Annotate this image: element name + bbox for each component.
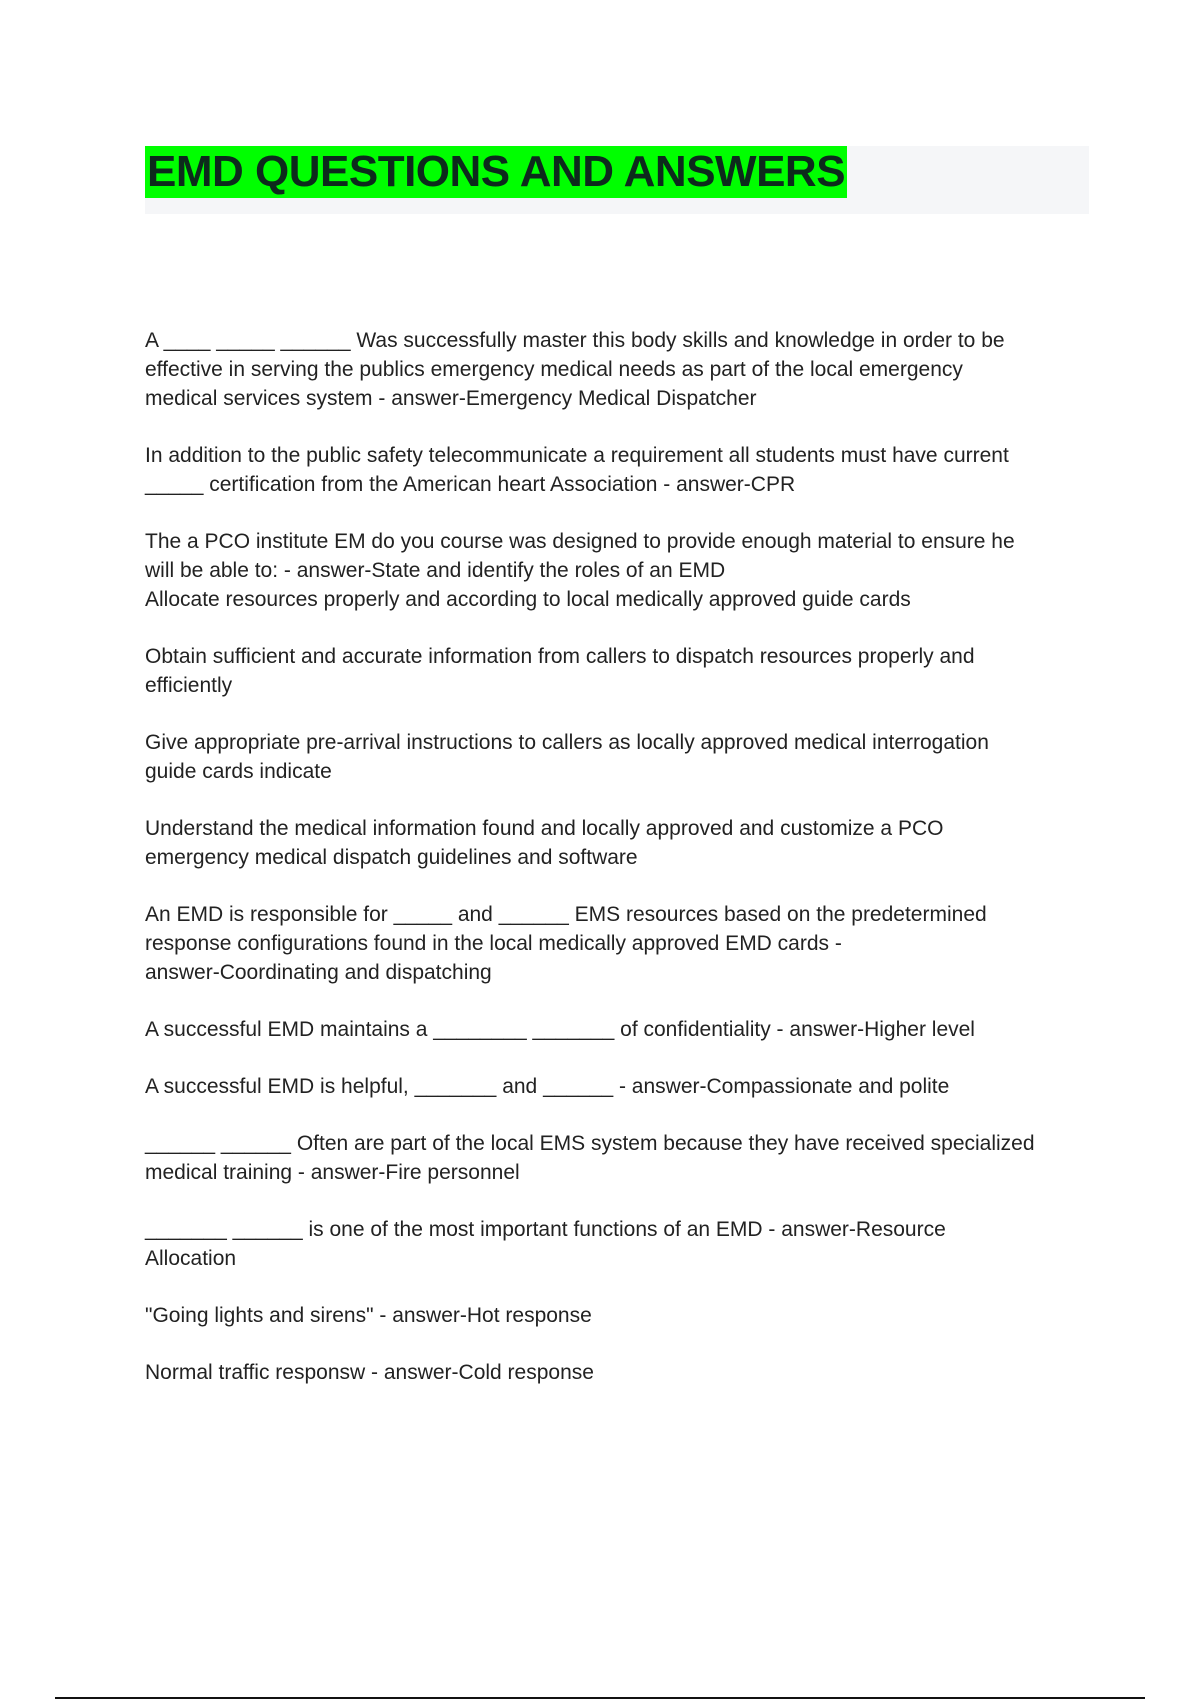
qa-line: An EMD is responsible for _____ and ______ EMS resources based on the predetermined	[145, 903, 987, 926]
qa-line: Allocate resources properly and according to local medically approved guide cards	[145, 588, 911, 611]
qa-line: medical training - answer-Fire personnel	[145, 1161, 520, 1184]
qa-line: will be able to: - answer-State and identify the roles of an EMD	[145, 559, 726, 582]
qa-line: "Going lights and sirens" - answer-Hot response	[145, 1304, 592, 1327]
qa-line: efficiently	[145, 674, 233, 697]
qa-entry-1	[145, 326, 1095, 413]
qa-entry-10	[145, 1129, 1095, 1187]
qa-line: emergency medical dispatch guidelines and software	[145, 846, 638, 869]
qa-line: Normal traffic responsw - answer-Cold response	[145, 1361, 594, 1384]
qa-entry-5	[145, 728, 1095, 786]
qa-line: The a PCO institute EM do you course was designed to provide enough material to ensure he	[145, 530, 1015, 553]
qa-line: A successful EMD maintains a ________ _______ of confidentiality - answer-Higher level	[145, 1018, 975, 1041]
qa-line: _____ certification from the American heart Association - answer-CPR	[145, 473, 796, 496]
qa-entry-6	[145, 814, 1095, 872]
qa-entry-11	[145, 1215, 1095, 1273]
qa-line: response configurations found in the local medically approved EMD cards -	[145, 932, 842, 955]
qa-line: effective in serving the publics emergency medical needs as part of the local emergency	[145, 358, 963, 381]
qa-line: guide cards indicate	[145, 760, 332, 783]
qa-line: A successful EMD is helpful, _______ and ______ - answer-Compassionate and polite	[145, 1075, 950, 1098]
qa-list	[145, 326, 1095, 1415]
qa-entry-2	[145, 441, 1095, 499]
footer-divider	[55, 1697, 1145, 1699]
qa-entry-4	[145, 642, 1095, 700]
qa-line: In addition to the public safety telecommunicate a requirement all students must have current	[145, 444, 1009, 467]
qa-entry-12	[145, 1301, 1095, 1330]
qa-line: Obtain sufficient and accurate information from callers to dispatch resources properly and	[145, 645, 975, 668]
qa-line: _______ ______ is one of the most important functions of an EMD - answer-Resource	[145, 1218, 946, 1241]
qa-line: answer-Coordinating and dispatching	[145, 961, 492, 984]
qa-line: medical services system - answer-Emergency Medical Dispatcher	[145, 387, 757, 410]
qa-line: Give appropriate pre-arrival instructions to callers as locally approved medical interrogation	[145, 731, 989, 754]
document-title: EMD QUESTIONS AND ANSWERS	[147, 147, 846, 196]
qa-line: Allocation	[145, 1247, 237, 1270]
qa-line: Understand the medical information found and locally approved and customize a PCO	[145, 817, 944, 840]
qa-entry-7	[145, 900, 1095, 987]
qa-entry-3	[145, 527, 1095, 614]
qa-line: A ____ _____ ______ Was successfully master this body skills and knowledge in order to be	[145, 329, 1005, 352]
qa-entry-8	[145, 1015, 1095, 1044]
qa-line: ______ ______ Often are part of the local EMS system because they have received specialized	[145, 1132, 1035, 1155]
qa-entry-13	[145, 1358, 1095, 1387]
qa-entry-9	[145, 1072, 1095, 1101]
